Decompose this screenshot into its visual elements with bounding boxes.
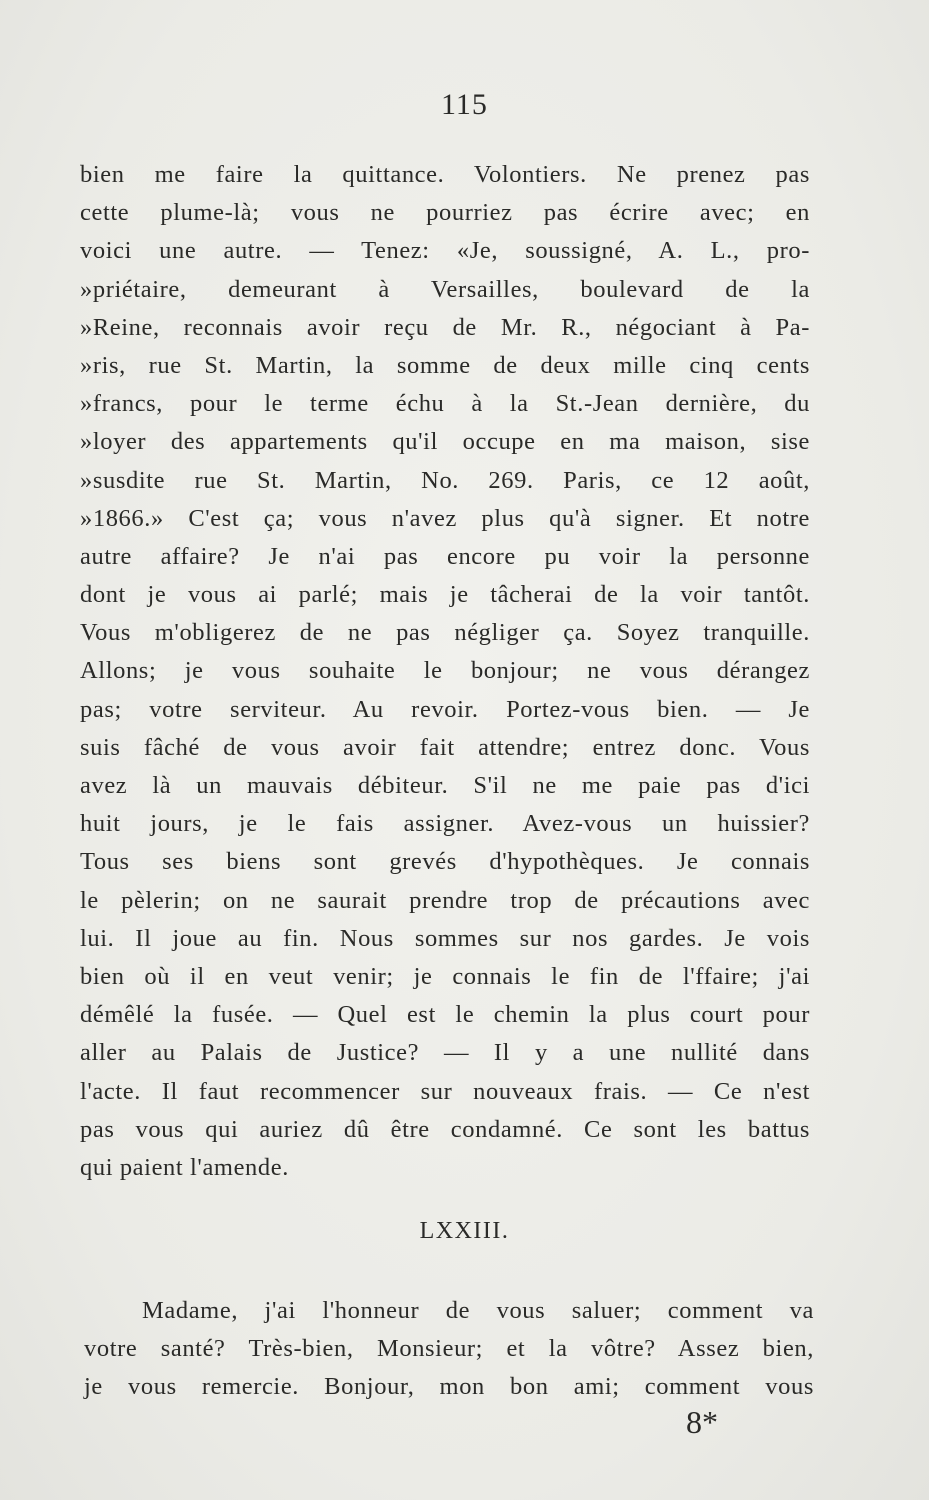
text-line: autre affaire? Je n'ai pas encore pu voir la personne xyxy=(80,542,810,570)
text-line: »francs, pour le terme échu à la St.-Jean dernière, du xyxy=(80,390,810,418)
text-line: voici une autre. — Tenez: «Je, soussigné, A. L., pro- xyxy=(80,237,810,265)
text-line: pas vous qui auriez dû être condamné. Ce sont les battus xyxy=(80,1115,810,1143)
text-line: qui paient l'amende. xyxy=(80,1153,289,1181)
text-line: Vous m'obligerez de ne pas négliger ça. Soyez tranquille. xyxy=(80,619,810,647)
text-line: »ris, rue St. Martin, la somme de deux mille cinq cents xyxy=(80,351,810,379)
text-line: »Reine, reconnais avoir reçu de Mr. R., négociant à Pa- xyxy=(80,313,810,341)
text-line: démêlé la fusée. — Quel est le chemin la plus court pour xyxy=(80,1001,810,1029)
text-line: Tous ses biens sont grevés d'hypothèques. Je connais xyxy=(80,848,810,876)
text-line: »susdite rue St. Martin, No. 269. Paris, ce 12 août, xyxy=(80,466,810,494)
page-number: 115 xyxy=(441,88,488,121)
text-line: aller au Palais de Justice? — Il y a une nullité dans xyxy=(80,1039,810,1067)
text-line: »priétaire, demeurant à Versailles, boulevard de la xyxy=(80,275,810,303)
text-line: bien me faire la quittance. Volontiers. Ne prenez pas xyxy=(80,161,810,188)
text-line: l'acte. Il faut recommencer sur nouveaux frais. — Ce n'est xyxy=(80,1077,810,1105)
main-paragraph xyxy=(80,156,810,1187)
text-line: avez là un mauvais débiteur. S'il ne me paie pas d'ici xyxy=(80,772,810,799)
text-line: je vous remercie. Bonjour, mon bon ami; comment vous xyxy=(84,1373,814,1401)
text-line: »1866.» C'est ça; vous n'avez plus qu'à signer. Et notre xyxy=(80,504,810,532)
section-paragraph xyxy=(84,1292,814,1407)
text-line: lui. Il joue au fin. Nous sommes sur nos gardes. Je vois xyxy=(80,924,810,952)
text-line: cette plume-là; vous ne pourriez pas écrire avec; en xyxy=(80,199,810,227)
text-line: »loyer des appartements qu'il occupe en ma maison, sise xyxy=(80,428,810,456)
text-line: votre santé? Très-bien, Monsieur; et la vôtre? Assez bien, xyxy=(84,1335,814,1363)
text-line: Madame, j'ai l'honneur de vous saluer; comment va xyxy=(142,1297,814,1324)
text-line: le pèlerin; on ne saurait prendre trop de précautions avec xyxy=(80,886,810,914)
section-heading: LXXIII. xyxy=(419,1218,510,1244)
text-line: huit jours, je le fais assigner. Avez-vous un huissier? xyxy=(80,810,810,838)
signature-mark: 8* xyxy=(686,1404,718,1440)
text-line: suis fâché de vous avoir fait attendre; entrez donc. Vous xyxy=(80,733,810,761)
text-line: dont je vous ai parlé; mais je tâcherai de la voir tantôt. xyxy=(80,581,810,609)
text-line: Allons; je vous souhaite le bonjour; ne vous dérangez xyxy=(80,657,810,685)
text-line: pas; votre serviteur. Au revoir. Portez-vous bien. — Je xyxy=(80,695,810,723)
text-line: bien où il en veut venir; je connais le fin de l'ffaire; j'ai xyxy=(80,962,810,990)
